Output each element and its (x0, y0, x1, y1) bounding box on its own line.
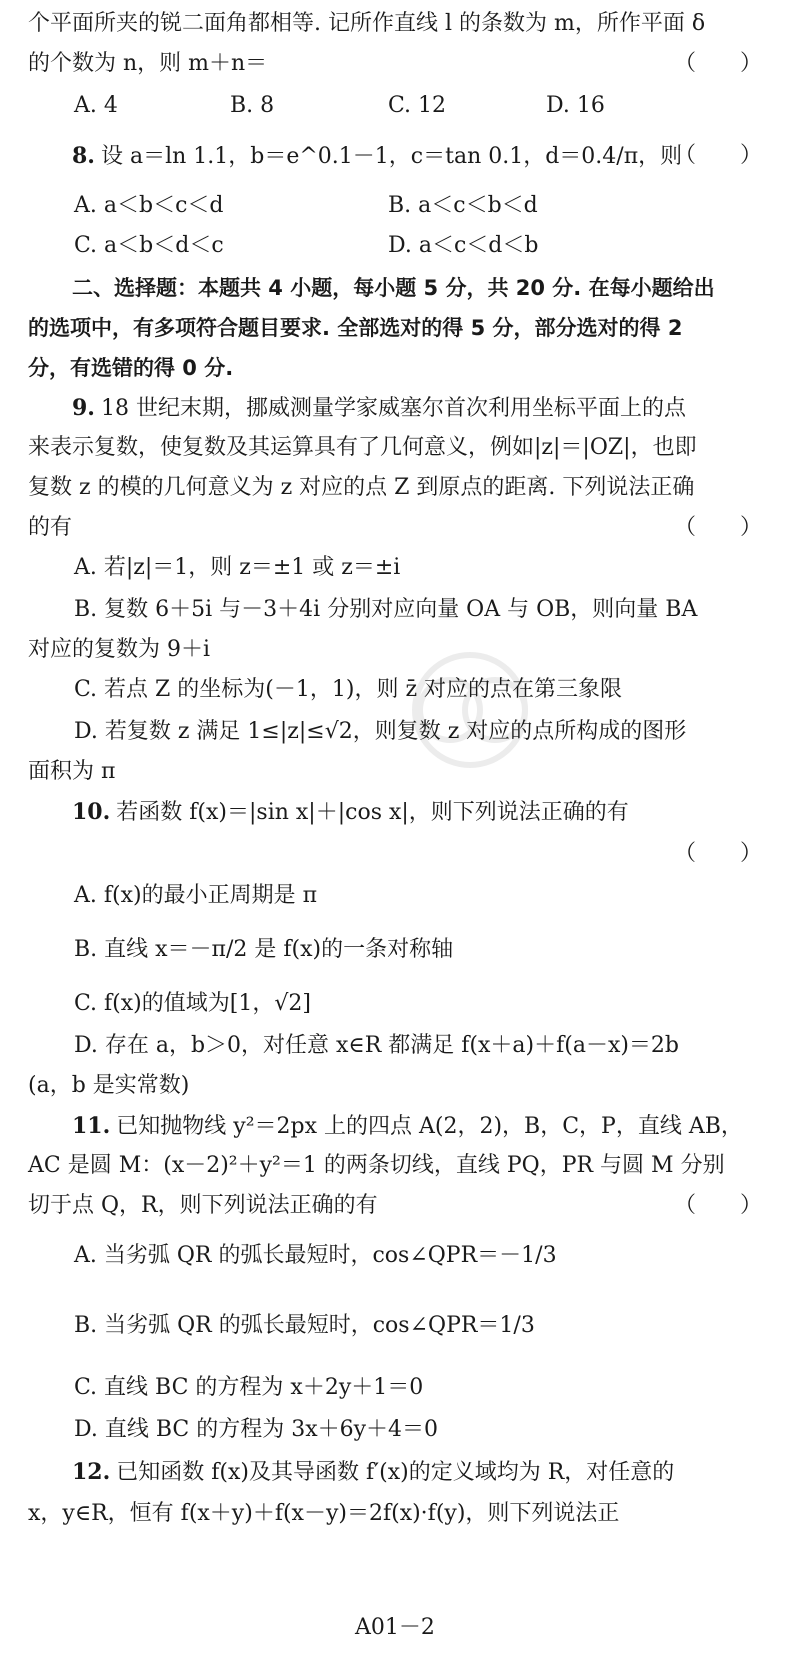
answer-bracket: （ ） (673, 51, 762, 76)
q8-options-row-2 (74, 226, 762, 266)
answer-bracket: （ ） (673, 841, 762, 866)
q9-line-1: 9. 18 世纪末期，挪威测量学家威塞尔首次利用坐标平面上的点 (72, 395, 686, 421)
q7-option-b: B. 8 (230, 93, 275, 118)
q10-option-b: B. 直线 x＝－π/2 是 f(x)的一条对称轴 (74, 937, 454, 962)
q12-number: 12. (72, 1459, 111, 1485)
section-heading-line-2: 的选项中，有多项符合题目要求. 全部选对的得 5 分，部分选对的得 2 (28, 316, 683, 340)
q10-number: 10. (72, 799, 111, 825)
q11-option-a: A. 当劣弧 QR 的弧长最短时，cos∠QPR＝－1/3 (74, 1243, 557, 1268)
q9-option-b: B. 复数 6＋5i 与－3＋4i 分别对应向量 OA 与 OB，则向量 BA (74, 597, 698, 622)
q11-line-1: 11. 已知抛物线 y²＝2px 上的四点 A(2，2)，B，C，P，直线 AB， (72, 1113, 743, 1139)
q11-option-d: D. 直线 BC 的方程为 3x＋6y＋4＝0 (74, 1417, 439, 1442)
q12-line-2: x，y∈R，恒有 f(x＋y)＋f(x－y)＝2f(x)·f(y)，则下列说法正 (28, 1501, 620, 1526)
answer-bracket: （ ） (673, 143, 762, 168)
q11-line-2: AC 是圆 M：(x－2)²＋y²＝1 的两条切线，直线 PQ，PR 与圆 M 分别 (28, 1153, 725, 1178)
q11-option-c: C. 直线 BC 的方程为 x＋2y＋1＝0 (74, 1375, 424, 1400)
q12-line-1: 12. 已知函数 f(x)及其导函数 f′(x)的定义域均为 R，对任意的 (72, 1459, 675, 1485)
q7-line-1: 个平面所夹的锐二面角都相等. 记所作直线 l 的条数为 m，所作平面 δ (28, 11, 706, 36)
q9-option-d-cont: 面积为 π (28, 759, 116, 784)
q11-number: 11. (72, 1113, 111, 1139)
q10-bracket-line (28, 834, 762, 874)
q9-line-3: 复数 z 的模的几何意义为 z 对应的点 Z 到原点的距离. 下列说法正确 (28, 475, 695, 500)
page-footer: A01－2 (355, 1615, 435, 1640)
q7-option-c: C. 12 (388, 93, 447, 118)
q8-options-row-1 (74, 186, 762, 226)
q9-option-b-cont: 对应的复数为 9＋i (28, 637, 211, 662)
q7-line-2: 的个数为 n，则 m＋n＝ （ ） (28, 44, 762, 84)
section-heading-line-3: 分，有选错的得 0 分. (28, 356, 234, 380)
q8-option-b: B. a＜c＜b＜d (388, 193, 538, 218)
q8-number: 8. (72, 143, 95, 169)
q11-line-3: 切于点 Q，R，则下列说法正确的有 （ ） (28, 1186, 762, 1226)
q10-option-d: D. 存在 a，b＞0，对任意 x∈R 都满足 f(x＋a)＋f(a－x)＝2b (74, 1033, 680, 1058)
section-heading-line-1: 二、选择题：本题共 4 小题，每小题 5 分，共 20 分. 在每小题给出 (72, 276, 715, 300)
q9-option-d: D. 若复数 z 满足 1≤|z|≤√2，则复数 z 对应的点所构成的图形 (74, 719, 687, 744)
q7-options (74, 86, 762, 126)
q8-stem: 8. 设 a＝ln 1.1，b＝e^0.1－1，c＝tan 0.1，d＝0.4/π，则 （ ） (72, 136, 762, 176)
q7-option-d: D. 16 (546, 93, 605, 118)
q10-option-a: A. f(x)的最小正周期是 π (74, 883, 318, 908)
q10-stem: 10. 若函数 f(x)＝|sin x|＋|cos x|，则下列说法正确的有 (72, 799, 629, 825)
q11-option-b: B. 当劣弧 QR 的弧长最短时，cos∠QPR＝1/3 (74, 1313, 535, 1338)
q8-option-a: A. a＜b＜c＜d (74, 193, 224, 218)
q9-line-2: 来表示复数，使复数及其运算具有了几何意义，例如|z|＝|OZ|，也即 (28, 435, 697, 460)
q9-option-c: C. 若点 Z 的坐标为(－1，1)，则 z̄ 对应的点在第三象限 (74, 677, 623, 702)
q8-option-c: C. a＜b＜d＜c (74, 233, 224, 258)
q7-option-a: A. 4 (74, 93, 118, 118)
q8-option-d: D. a＜c＜d＜b (388, 233, 539, 258)
q10-option-d-cont: (a，b 是实常数) (28, 1073, 190, 1098)
q9-line-4: 的有 （ ） (28, 508, 762, 548)
q10-option-c: C. f(x)的值域为[1，√2] (74, 991, 311, 1016)
q9-number: 9. (72, 395, 95, 421)
answer-bracket: （ ） (673, 1193, 762, 1218)
answer-bracket: （ ） (673, 515, 762, 540)
q9-option-a: A. 若|z|＝1，则 z＝±1 或 z＝±i (74, 555, 401, 580)
